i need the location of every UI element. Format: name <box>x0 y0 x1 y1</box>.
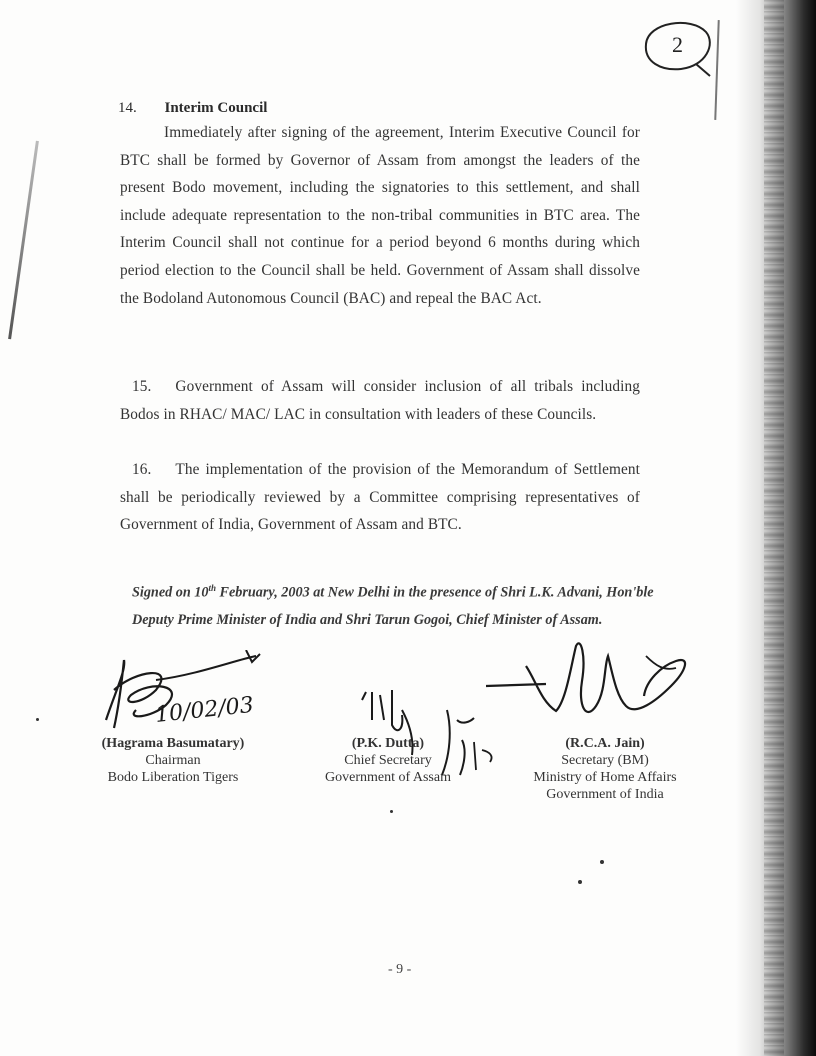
signatory-2-name: (P.K. Dutta) <box>351 736 425 751</box>
signatory-2-title: Chief Secretary <box>344 753 432 768</box>
section-16-paragraph <box>120 456 640 539</box>
corner-page-mark <box>636 14 716 84</box>
scan-dot <box>36 718 39 721</box>
scan-dot <box>578 880 582 884</box>
signatory-block-1 <box>88 735 258 786</box>
signatory-block-2 <box>318 735 458 786</box>
section-14-heading <box>118 100 267 117</box>
signed-statement <box>132 575 662 634</box>
signature-rca-jain <box>486 626 706 746</box>
scan-dot <box>600 860 604 864</box>
signatory-1-title: Chairman <box>145 753 201 768</box>
signatory-1-name: (Hagrama Basumatary) <box>101 736 245 751</box>
signed-statement-prefix: Signed on 10 <box>132 584 209 601</box>
section-14-title: Interim Council <box>164 100 268 116</box>
scan-left-mark <box>8 141 39 339</box>
signed-statement-superscript: th <box>208 583 216 593</box>
signatory-3-name: (R.C.A. Jain) <box>565 736 645 751</box>
section-15-text: Government of Assam will consider inclusion of all tribals including Bodos in RHAC/ MAC/ LAC in consultation with leaders of these Councils. <box>120 378 640 423</box>
signature-date-handwritten: 10/02/03 <box>154 692 255 728</box>
scan-edge-shadow <box>736 0 816 1056</box>
page-number: - 9 - <box>388 962 412 977</box>
section-16-text: The implementation of the provision of the Memorandum of Settlement shall be periodically reviewed by a Committee comprising representatives of Government of India, Government of Assam and BTC. <box>120 461 640 534</box>
signatory-3-org: Ministry of Home Affairs <box>533 770 677 785</box>
signatory-block-3 <box>520 735 690 803</box>
section-15-paragraph <box>120 373 640 428</box>
section-15-number: 15. <box>132 378 152 395</box>
signatory-3-title: Secretary (BM) <box>561 753 649 768</box>
signatory-2-org: Government of Assam <box>325 770 451 785</box>
section-14-number: 14. <box>118 100 137 116</box>
scan-dot <box>390 810 393 813</box>
signature-hagrama-basumatary <box>96 650 286 740</box>
signatory-3-org2: Government of India <box>546 787 664 802</box>
section-14-text: Immediately after signing of the agreement, Interim Executive Council for BTC shall be formed by Governor of Assam from amongst the leaders of the present Bodo movement, including the signatories to this settlement, and shall include adequate representation to the non-tribal communities in BTC area. The Interim Council shall not continue for a period beyond 6 months during which period election to the Council shall be held. Government of Assam shall dissolve the Bodoland Autonomous Council (BAC) and repeal the BAC Act. <box>120 124 640 307</box>
section-16-number: 16. <box>132 461 152 478</box>
signed-statement-suffix: February, 2003 at New Delhi in the presence of Shri L.K. Advani, Hon'ble Deputy Prime Minister of India and Shri Tarun Gogoi, Chief Minister of Assam. <box>132 584 654 628</box>
corner-mark-text: 2 <box>672 32 683 57</box>
signatory-1-org: Bodo Liberation Tigers <box>107 770 239 785</box>
